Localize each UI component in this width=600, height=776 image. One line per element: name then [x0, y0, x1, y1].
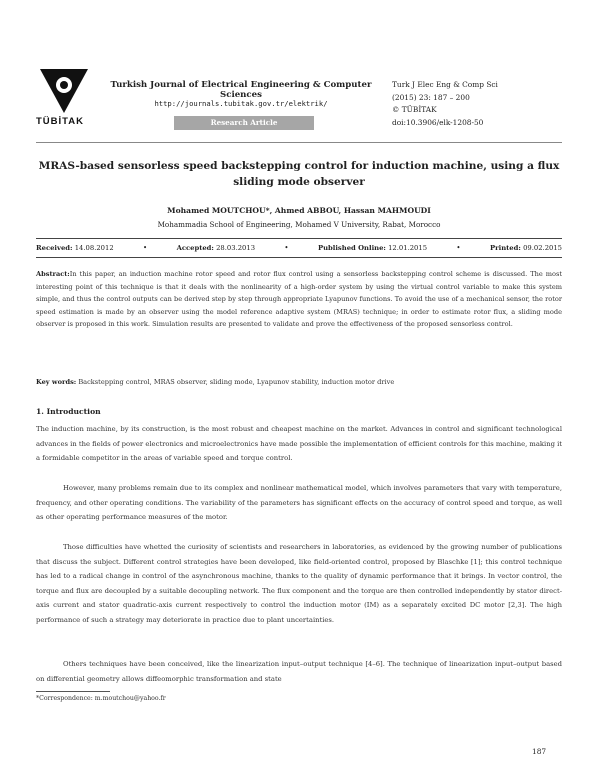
dates-bar — [36, 242, 562, 254]
date-published-label: Published Online: — [317, 244, 386, 252]
date-received-value: 14.08.2012 — [74, 244, 114, 252]
article-affiliation: Mohammadia School of Engineering, Mohamed V University, Rabat, Morocco — [157, 220, 441, 229]
date-printed-label: Printed: — [489, 244, 521, 252]
dates-divider-bottom — [36, 257, 562, 258]
date-accepted — [177, 244, 255, 252]
citation-journal-abbrev: Turk J Elec Eng & Comp Sci — [392, 80, 498, 89]
paragraph: However, many problems remain due to its complex and nonlinear mathematical model, which involves parameters that vary with temperature, frequency, and other operating conditions. The variability of the parameters has significant effects on the accuracy of control speed and torque, as well as other operating performance measures of the motor. — [36, 484, 562, 522]
date-separator: • — [284, 244, 289, 252]
abstract — [36, 268, 562, 331]
paragraph: Those difficulties have whetted the curiosity of scientists and researchers in laboratories, as evidenced by the growing number of publications that discuss the subject. Different control strategies have been developed, like field-oriented control, proposed by Blaschke [1]; this control technique has led to a radical change in control of the asynchronous machine, thanks to the quality of dynamic performance that it brings. In vector control, the torque and flux are decoupled by a suitable decoupling network. The flux component and the torque are then controlled independently by stator direct-axis current and stator quadratic-axis current respectively to control the induction motor (IM) as a separately excited DC motor [2,3]. The high performance of such a strategy may deteriorate in practice due to plant uncertainties. — [36, 543, 562, 624]
date-published-value: 12.01.2015 — [388, 244, 428, 252]
page-number: 187 — [532, 747, 547, 756]
keywords-text: Backstepping control, MRAS observer, sliding mode, Lyapunov stability, induction motor drive — [78, 378, 395, 386]
article-type-badge: Research Article — [174, 116, 314, 130]
citation-copyright: © TÜBİTAK — [392, 105, 437, 115]
header-divider — [36, 142, 562, 143]
paragraph: The induction machine, by its construction, is the most robust and cheapest machine on the market. Advances in control and significant technological advances in the fields of power electronics and microelectronics have made possible the implementation of efficient controls for this machine, making it a formidable competitor in the areas of variable speed and torque control. — [36, 425, 563, 463]
date-printed-value: 09.02.2015 — [523, 244, 562, 252]
date-published — [318, 244, 427, 252]
correspondence-footnote: *Correspondence: m.moutchou@yahoo.fr — [36, 695, 166, 702]
abstract-text: In this paper, an induction machine rotor speed and rotor flux control using a sensorless backstepping control scheme is discussed. The most interesting point of this technique is that it deals with the nonlinearity of a high-order system by using the virtual control variable to make this system simple, and thus the control outputs can be derived step by step through appropriate Lyapunov functions. To avoid the use of a mechanical sensor, the rotor speed estimation is made by an observer using the model reference adaptive system (MRAS) technique; in order to estimate rotor flux, a sliding mode observer is proposed in this work. Simulation results are presented to validate and prove the effectiveness of the proposed sensorless control. — [36, 270, 562, 329]
date-received — [36, 244, 114, 252]
date-accepted-value: 28.03.2013 — [216, 244, 256, 252]
footnote-divider — [36, 691, 110, 692]
keywords-label: Key words: — [36, 378, 77, 386]
abstract-label: Abstract: — [36, 270, 70, 278]
date-separator: • — [456, 244, 461, 252]
journal-url-link[interactable]: http://journals.tubitak.gov.tr/elektrik/ — [154, 99, 328, 108]
section-heading-introduction: 1. Introduction — [36, 407, 101, 416]
paragraph: Others techniques have been conceived, like the linearization input–output technique [4–6]. The technique of linearization input–output based on differential geometry allows diffeomorphic transformation and state — [36, 660, 562, 683]
article-authors: Mohamed MOUTCHOU*, Ahmed ABBOU, Hassan MAHMOUDI — [167, 206, 431, 215]
dates-divider-top — [36, 238, 562, 239]
date-received-label: Received: — [36, 244, 73, 252]
citation-block — [392, 79, 498, 129]
citation-volume-pages: (2015) 23: 187 – 200 — [392, 92, 470, 102]
date-separator: • — [143, 244, 148, 252]
publisher-logo-text: TÜBİTAK — [36, 116, 84, 127]
article-title: MRAS-based sensorless speed backstepping control for induction machine, using a flux sliding mode observer — [38, 160, 560, 188]
date-accepted-label: Accepted: — [176, 244, 214, 252]
citation-doi-link[interactable]: doi:10.3906/elk-1208-50 — [392, 117, 484, 127]
date-printed — [490, 244, 562, 252]
tubitak-logo-icon — [38, 66, 90, 116]
keywords — [36, 378, 562, 386]
journal-name: Turkish Journal of Electrical Engineering & Computer Sciences — [110, 80, 372, 100]
